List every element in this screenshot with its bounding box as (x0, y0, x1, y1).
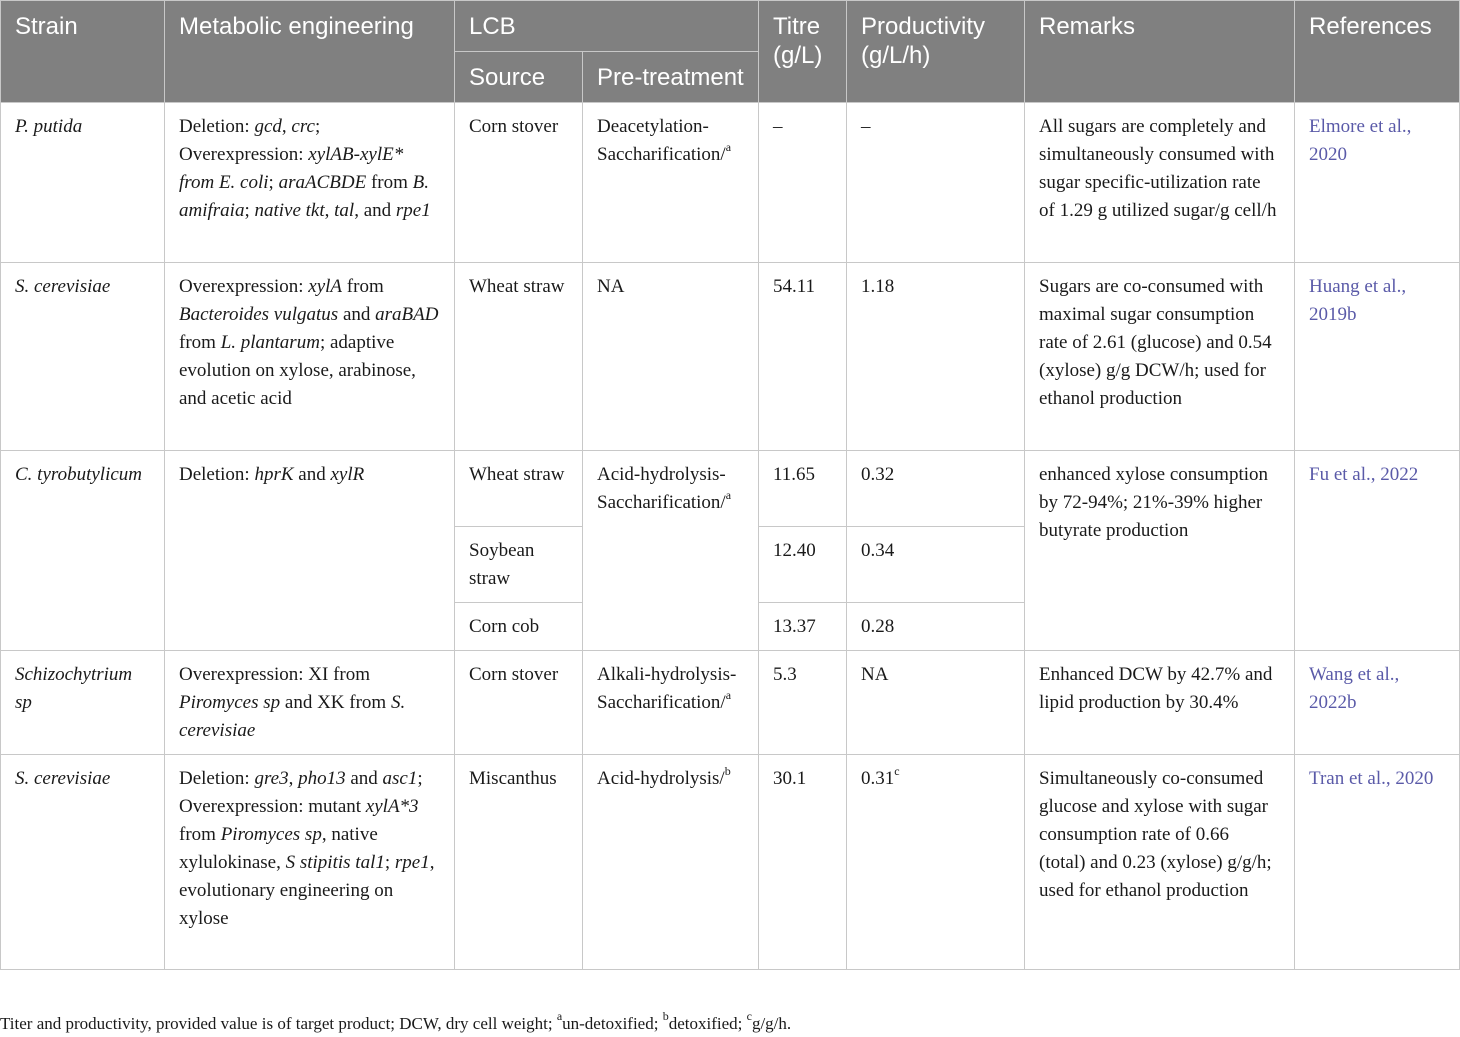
metabolic-text: and XK from (280, 692, 391, 713)
footnote-marker: a (556, 1009, 563, 1024)
metabolic-text: Deletion: (179, 464, 255, 485)
header-metabolic-engineering: Metabolic engineering (165, 1, 455, 103)
cell-titre: 54.11 (759, 263, 847, 451)
footnote-marker: b (662, 1009, 669, 1024)
gene-name: Piromyces sp (179, 692, 281, 713)
footnote-text: g/g/h. (751, 1014, 792, 1033)
table-row (1, 651, 1460, 755)
cell-reference[interactable] (1295, 651, 1460, 755)
metabolic-text: , evolutionary engineering on xylose (179, 852, 435, 929)
cell-productivity (847, 755, 1025, 970)
cell-productivity: 0.32 (847, 451, 1025, 527)
gene-name: rpe1 (395, 200, 431, 221)
header-pretreatment: Pre-treatment (583, 52, 759, 103)
metabolic-text: ; (384, 852, 395, 873)
reference-link[interactable]: Elmore et al., 2020 (1309, 116, 1412, 165)
gene-name: araACBDE (278, 172, 367, 193)
footnote-marker: a (725, 687, 732, 702)
metabolic-text: ; Overexpression: mutant (179, 768, 423, 817)
footnote-marker: c (746, 1009, 752, 1024)
cell-strain (1, 451, 165, 651)
cell-productivity: – (847, 103, 1025, 263)
cell-pretreatment (583, 651, 759, 755)
metabolic-text: and (345, 768, 383, 789)
gene-name: tal (334, 200, 355, 221)
metabolic-text: , and (354, 200, 396, 221)
gene-name: rpe1 (394, 852, 430, 873)
header-remarks: Remarks (1025, 1, 1295, 103)
metabolic-text: from (179, 332, 221, 353)
cell-source: Wheat straw (455, 263, 583, 451)
cell-titre: 5.3 (759, 651, 847, 755)
gene-name: xylA*3 (365, 796, 419, 817)
metabolic-text: from (342, 276, 384, 297)
cell-remarks: Simultaneously co-consumed glucose and xylose with sugar consumption rate of 0.66 (total) and 0.23 (xylose) g/g/h; used for ethanol production (1025, 755, 1295, 970)
strain-name: S. cerevisiae (15, 276, 111, 297)
cell-pretreatment (583, 755, 759, 970)
cell-reference[interactable] (1295, 263, 1460, 451)
header-lcb: LCB (455, 1, 759, 52)
cell-source: Corn cob (455, 603, 583, 651)
pretreatment-text: Acid-hydrolysis/ (597, 768, 725, 789)
table-row (1, 263, 1460, 451)
metabolic-text: ; (268, 172, 279, 193)
reference-link[interactable]: Huang et al., 2019b (1309, 276, 1407, 325)
metabolic-text: , (324, 200, 335, 221)
cell-reference[interactable] (1295, 755, 1460, 970)
cell-productivity: NA (847, 651, 1025, 755)
strain-name: S. cerevisiae (15, 768, 111, 789)
header-strain: Strain (1, 1, 165, 103)
cell-source: Corn stover (455, 651, 583, 755)
table-row (1, 451, 1460, 527)
gene-name: gre3 (254, 768, 289, 789)
reference-link[interactable]: Wang et al., 2022b (1309, 664, 1400, 713)
gene-name: pho13 (298, 768, 346, 789)
reference-link[interactable]: Tran et al., 2020 (1309, 768, 1434, 789)
productivity-value: 0.31 (861, 768, 895, 789)
metabolic-text: , native xylulokinase, (179, 824, 378, 873)
header-source: Source (455, 52, 583, 103)
table-row (1, 755, 1460, 970)
gene-name: Bacteroides vulgatus (179, 304, 339, 325)
cell-titre: 30.1 (759, 755, 847, 970)
cell-reference[interactable] (1295, 451, 1460, 651)
strain-name: Schizochytrium sp (15, 664, 133, 713)
gene-name: xylR (330, 464, 365, 485)
gene-name: gcd (254, 116, 282, 137)
gene-name: S stipitis tal1 (285, 852, 385, 873)
gene-name: xylAB-xylE* from E. coli (179, 144, 404, 193)
cell-reference[interactable] (1295, 103, 1460, 263)
strain-name: P. putida (15, 116, 83, 137)
cell-metabolic (165, 651, 455, 755)
header-row (1, 1, 1460, 52)
cell-remarks: enhanced xylose consumption by 72-94%; 21%-39% higher butyrate production (1025, 451, 1295, 651)
footnote-text: detoxified; (668, 1014, 747, 1033)
metabolic-text: ; (244, 200, 255, 221)
metabolic-text: and (338, 304, 376, 325)
gene-name: araBAD (375, 304, 439, 325)
pretreatment-text: Alkali-hydrolysis-Saccharification/ (597, 664, 737, 713)
reference-link[interactable]: Fu et al., 2022 (1309, 464, 1419, 485)
metabolic-text: Deletion: (179, 116, 255, 137)
metabolic-text: from (179, 824, 221, 845)
table-row (1, 103, 1460, 263)
metabolic-text: Overexpression: (179, 276, 309, 297)
header-productivity: Productivity (g/L/h) (847, 1, 1025, 103)
footnote-text: Titer and productivity, provided value is of target product; DCW, dry cell weight; (0, 1014, 557, 1033)
cell-metabolic (165, 103, 455, 263)
cell-strain (1, 103, 165, 263)
cell-titre: 11.65 (759, 451, 847, 527)
header-titre: Titre (g/L) (759, 1, 847, 103)
cell-metabolic (165, 451, 455, 651)
cell-pretreatment: NA (583, 263, 759, 451)
cell-titre: 13.37 (759, 603, 847, 651)
cell-productivity: 0.28 (847, 603, 1025, 651)
footnote-text: un-detoxified; (562, 1014, 663, 1033)
footnote-marker: c (894, 763, 900, 778)
gene-name: Piromyces sp (220, 824, 322, 845)
gene-name: native tkt (254, 200, 325, 221)
metabolic-text: and (293, 464, 331, 485)
pretreatment-text: Acid-hydrolysis-Saccharification/ (597, 464, 726, 513)
cell-source: Soybean straw (455, 527, 583, 603)
pretreatment-text: Deacetylation-Saccharification/ (597, 116, 726, 165)
footnote-marker: b (724, 763, 731, 778)
cell-source: Corn stover (455, 103, 583, 263)
strain-name: C. tyrobutylicum (15, 464, 142, 485)
cell-remarks: Sugars are co-consumed with maximal sugar consumption rate of 2.61 (glucose) and 0.54 (xylose) g/g DCW/h; used for ethanol production (1025, 263, 1295, 451)
cell-strain (1, 263, 165, 451)
gene-name: B. amifraia (179, 172, 429, 221)
cell-remarks: All sugars are completely and simultaneously consumed with sugar specific-utilization rate of 1.29 g utilized sugar/g cell/h (1025, 103, 1295, 263)
cell-titre: – (759, 103, 847, 263)
cell-strain (1, 651, 165, 755)
metabolic-text: , (288, 768, 299, 789)
gene-name: crc (291, 116, 315, 137)
metabolic-text: Deletion: (179, 768, 255, 789)
metabolic-text: , (281, 116, 292, 137)
cell-remarks: Enhanced DCW by 42.7% and lipid production by 30.4% (1025, 651, 1295, 755)
cell-strain (1, 755, 165, 970)
cell-source: Wheat straw (455, 451, 583, 527)
cell-titre: 12.40 (759, 527, 847, 603)
header-references: References (1295, 1, 1460, 103)
footnote-marker: a (725, 487, 732, 502)
gene-name: S. cerevisiae (179, 692, 406, 741)
metabolic-text: Overexpression: (179, 144, 309, 165)
gene-name: hprK (254, 464, 294, 485)
cell-metabolic (165, 755, 455, 970)
cell-pretreatment (583, 451, 759, 651)
metabolic-text: ; (314, 116, 321, 137)
table-footnote (0, 1009, 1460, 1035)
cell-metabolic (165, 263, 455, 451)
gene-name: asc1 (382, 768, 418, 789)
cell-source: Miscanthus (455, 755, 583, 970)
cell-productivity: 0.34 (847, 527, 1025, 603)
gene-name: L. plantarum (220, 332, 320, 353)
metabolic-text: Overexpression: XI from (179, 664, 371, 685)
footnote-marker: a (725, 139, 732, 154)
cell-pretreatment (583, 103, 759, 263)
gene-name: xylA (308, 276, 343, 297)
cell-productivity: 1.18 (847, 263, 1025, 451)
metabolic-text: from (366, 172, 413, 193)
metabolic-text: ; adaptive evolution on xylose, arabinose, and acetic acid (179, 332, 416, 409)
